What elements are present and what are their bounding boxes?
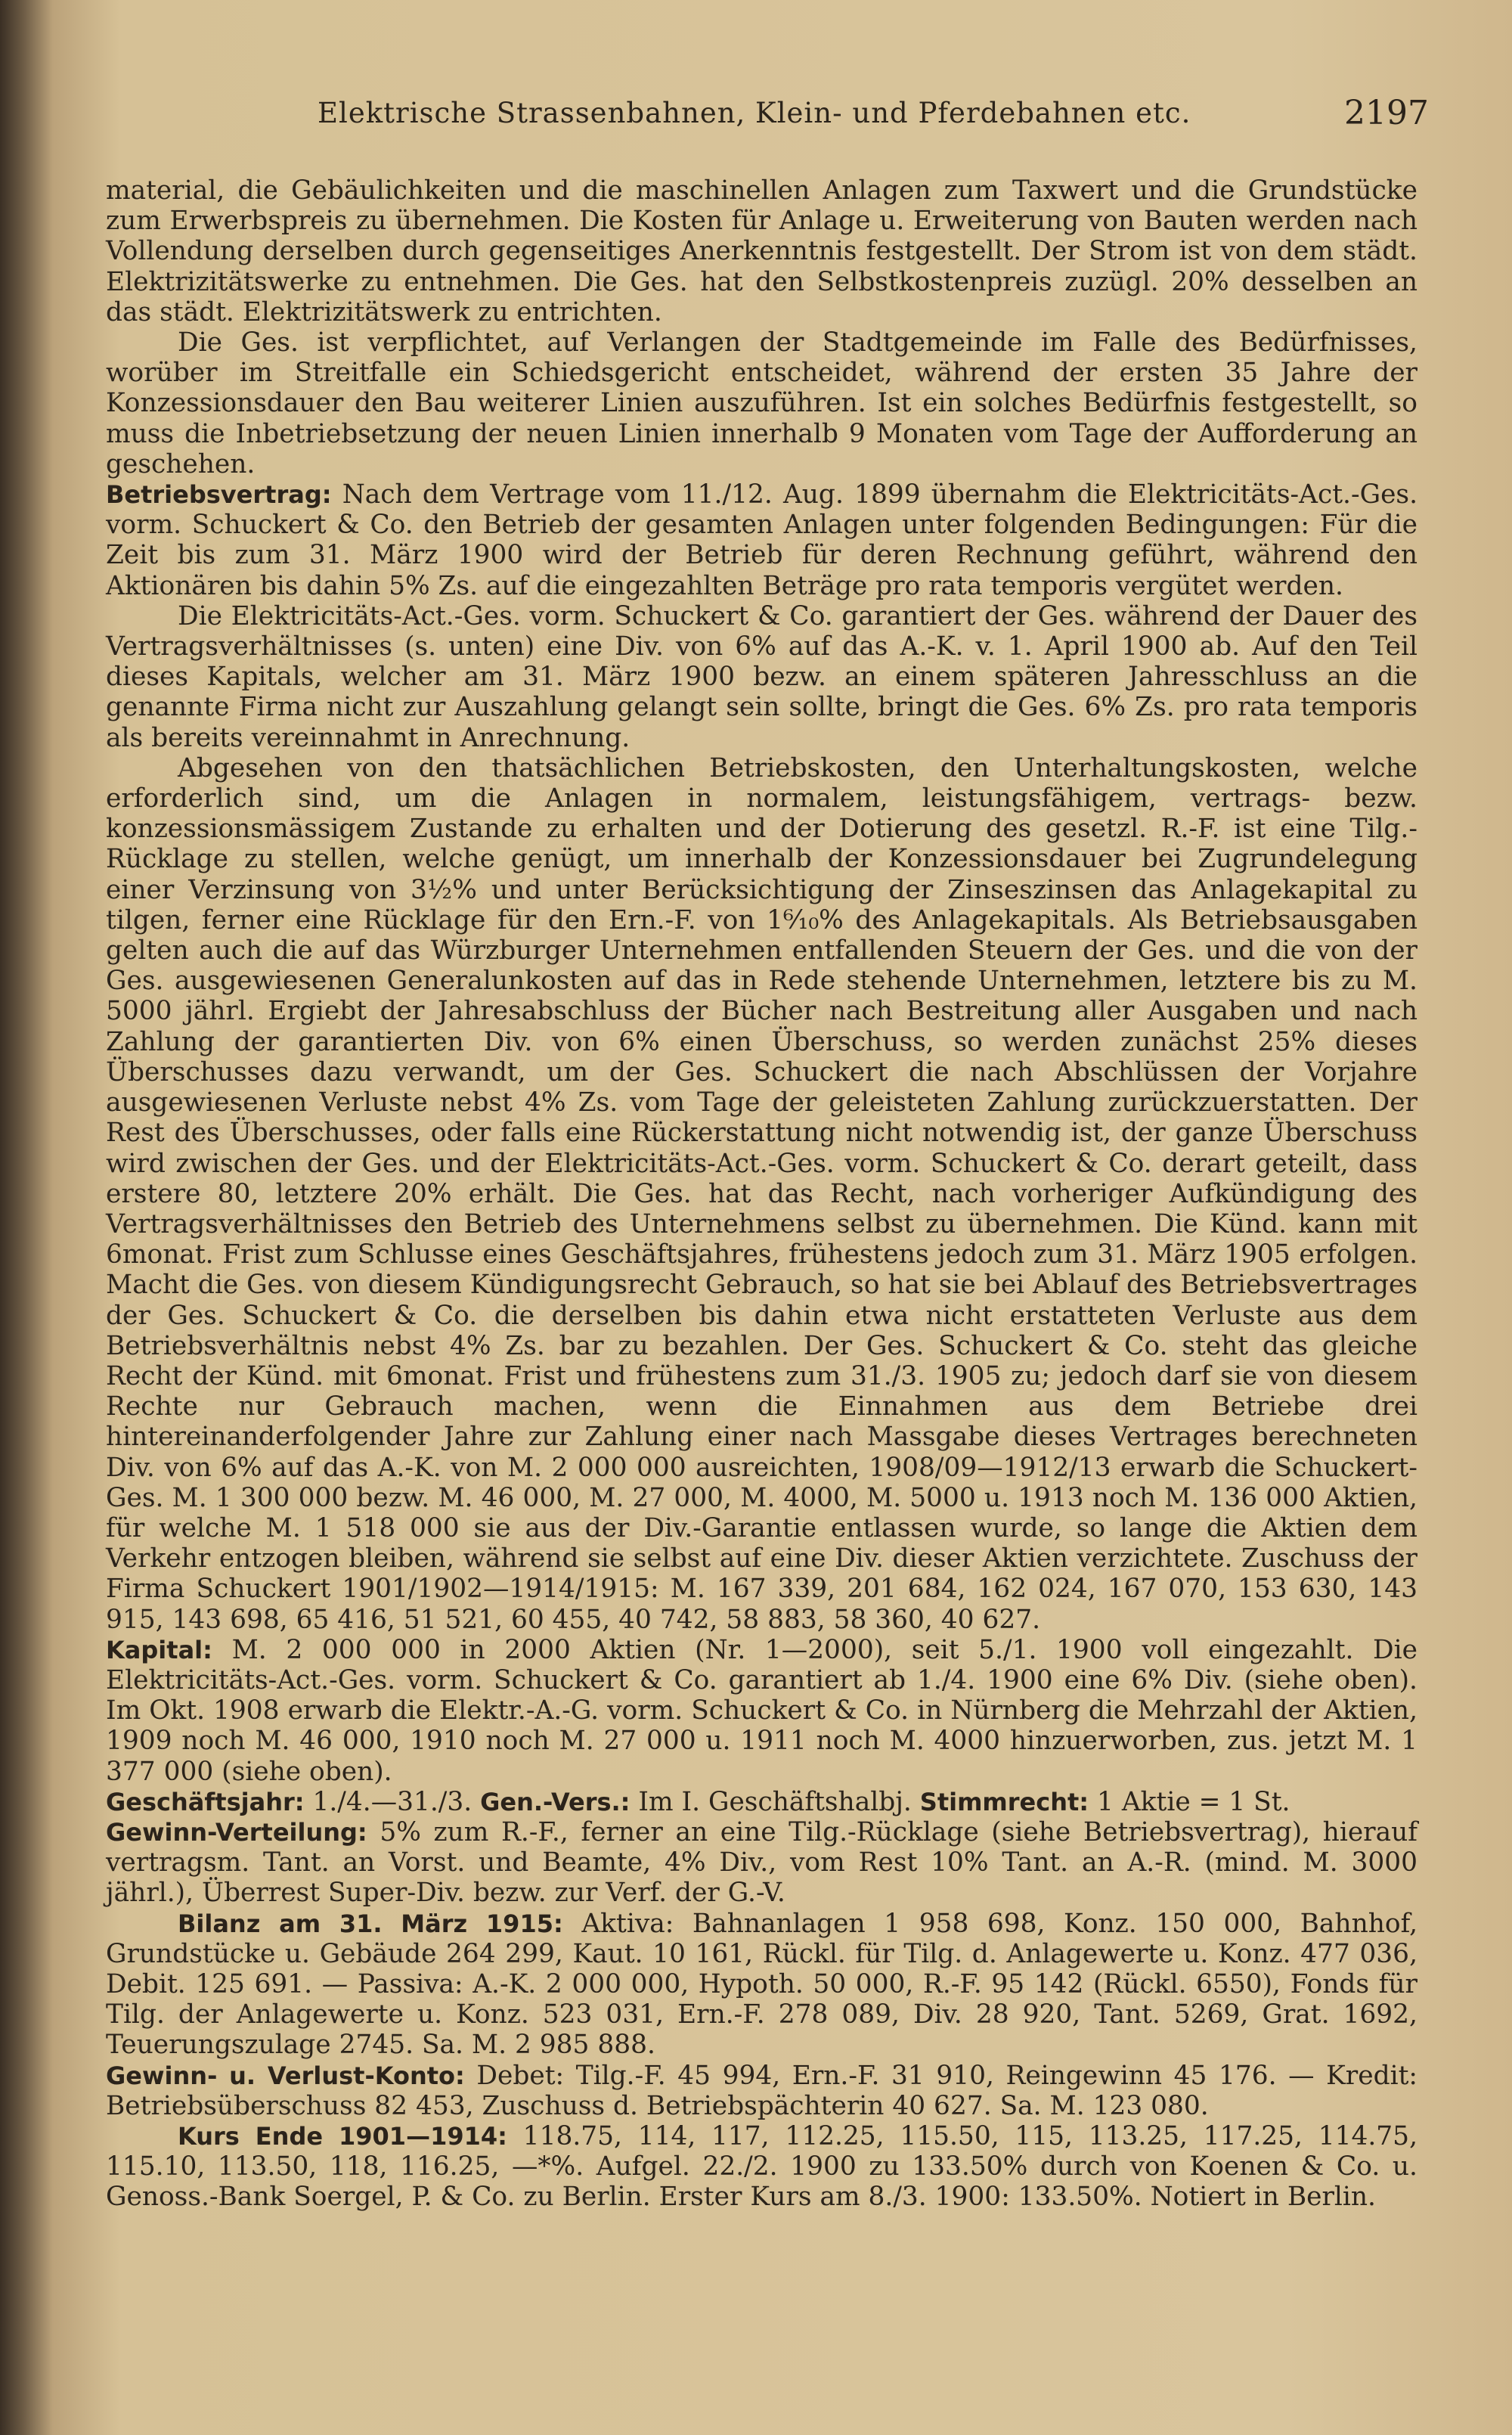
page-header xyxy=(318,94,1429,142)
text-stimmrecht: 1 Aktie = 1 St. xyxy=(1089,1786,1290,1817)
text-geschaeftsjahr: 1./4.—31./3. xyxy=(304,1786,481,1817)
text-kapital: M. 2 000 000 in 2000 Aktien (Nr. 1—2000), seit 5./1. 1900 voll eingezahlt. Die Elektricitäts-Act.-Ges. vorm. Schuckert & Co. garantiert ab 1./4. 1900 eine 6% Div. (siehe oben). Im Okt. 1908 erwarb die Elektr.-A.-G. vorm. Schuckert & Co. in Nürnberg die Mehrzahl der Aktien, 1909 noch M. 46 000, 1910 noch M. 27 000 u. 1911 noch M. 4000 hinzuerworben, zus. jetzt M. 1 377 000 (siehe oben). xyxy=(106,1634,1418,1787)
page-number: 2197 xyxy=(1344,94,1429,132)
paragraph-garantie: Die Elektricitäts-Act.-Ges. vorm. Schuckert & Co. garantiert der Ges. während der Dauer des Vertragsverhältnisses (s. unten) eine Div. von 6% auf das A.-K. v. 1. April 1900 ab. Auf den Teil dieses Kapitals, welcher am 31. März 1900 bezw. an einem späteren Jahresschluss an die genannte Firma nicht zur Auszahlung gelangt sein sollte, bringt die Ges. 6% Zs. pro rata temporis als bereits vereinnahmt in Anrechnung. xyxy=(106,600,1418,753)
text-gewinn-verteilung: 5% zum R.-F., ferner an eine Tilg.-Rücklage (siehe Betriebsvertrag), hierauf vertragsm. Tant. an Vorst. und Beamte, 4% Div., vom Rest 10% Tant. an A.-R. (mind. M. 3000 jährl.), Überrest Super-Div. bezw. zur Verf. der G.-V. xyxy=(106,1816,1418,1909)
paragraph-betriebskosten: Abgesehen von den thatsächlichen Betriebskosten, den Unterhaltungskosten, welche erforderlich sind, um die Anlagen in normalem, leistungsfähigem, vertrags- bezw. konzessionsmässigem Zustande zu erhalten und der Dotierung des gesetzl. R.-F. ist eine Tilg.-Rücklage zu stellen, welche genügt, um innerhalb der Konzessionsdauer bei Zugrundelegung einer Verzinsung von 3½% und unter Berücksichtigung der Zinseszinsen das Anlagekapital zu tilgen, ferner eine Rücklage für den Ern.-F. von 1⁶⁄₁₀% des Anlagekapitals. Als Betriebsausgaben gelten auch die auf das Würzburger Unternehmen entfallenden Steuern der Ges. und die von der Ges. ausgewiesenen Generalunkosten auf das in Rede stehende Unternehmen, letztere bis zu M. 5000 jährl. Ergiebt der Jahresabschluss der Bücher nach Bestreitung aller Ausgaben und nach Zahlung der garantierten Div. von 6% einen Überschuss, so werden zunächst 25% dieses Überschusses dazu verwandt, um der Ges. Schuckert die nach Abschlüssen der Vorjahre ausgewiesenen Verluste nebst 4% Zs. vom Tage der geleisteten Zahlung zurückzuerstatten. Der Rest des Überschusses, oder falls eine Rückerstattung nicht notwendig ist, der ganze Überschuss wird zwischen der Ges. und der Elektricitäts-Act.-Ges. vorm. Schuckert & Co. derart geteilt, dass erstere 80, letztere 20% erhält. Die Ges. hat das Recht, nach vorheriger Aufkündigung des Vertragsverhältnisses den Betrieb des Unternehmens selbst zu übernehmen. Die Künd. kann mit 6monat. Frist zum Schlusse eines Geschäftsjahres, frühestens jedoch zum 31. März 1905 erfolgen. Macht die Ges. von diesem Kündigungsrecht Gebrauch, so hat sie bei Ablauf des Betriebsvertrages der Ges. Schuckert & Co. die derselben bis dahin etwa nicht erstatteten Verluste aus dem Betriebsverhältnis nebst 4% Zs. bar zu bezahlen. Der Ges. Schuckert & Co. steht das gleiche Recht der Künd. mit 6monat. Frist und frühestens zum 31./3. 1905 zu; jedoch darf sie von diesem Rechte nur Gebrauch machen, wenn die Einnahmen aus dem Betriebe drei hintereinanderfolgender Jahre zur Zahlung einer nach Massgabe dieses Vertrages berechneten Div. von 6% auf das A.-K. von M. 2 000 000 ausreichten, 1908/09—1912/13 erwarb die Schuckert-Ges. M. 1 300 000 bezw. M. 46 000, M. 27 000, M. 4000, M. 5000 u. 1913 noch M. 136 000 Aktien, für welche M. 1 518 000 sie aus der Div.-Garantie entlassen wurde, so lange die Aktien dem Verkehr entzogen bleiben, während sie selbst auf eine Div. dieser Aktien verzichtete. Zuschuss der Firma Schuckert 1901/1902—1914/1915: M. 167 339, 201 684, 162 024, 167 070, 153 630, 143 915, 143 698, 65 416, 51 521, 60 455, 40 742, 58 883, 58 360, 40 627. xyxy=(106,752,1418,1635)
paragraph-geschaeftsjahr xyxy=(106,1787,1418,1817)
label-betriebsvertrag: Betriebsvertrag: xyxy=(106,480,332,510)
label-geschaeftsjahr: Geschäftsjahr: xyxy=(106,1787,305,1816)
label-kurs: Kurs Ende 1901—1914: xyxy=(178,2122,507,2151)
text-gewinn-verlust: Debet: Tilg.-F. 45 994, Ern.-F. 31 910, Reingewinn 45 176. — Kredit: Betriebsüberschuss 82 453, Zuschuss d. Betriebspächterin 40 627. Sa. M. 123 080. xyxy=(106,2060,1418,2121)
text-gen-vers: Im I. Geschäftshalbj. xyxy=(630,1786,920,1817)
paragraph-kapital xyxy=(106,1635,1418,1787)
body-text xyxy=(106,175,1418,2213)
paragraph-material: material, die Gebäulichkeiten und die maschinellen Anlagen zum Taxwert und die Grundstücke zum Erwerbspreis zu übernehmen. Die Kosten für Anlage u. Erweiterung von Bauten werden nach Vollendung derselben durch gegenseitiges Anerkenntnis festgestellt. Der Strom ist von dem städt. Elektrizitätswerke zu entnehmen. Die Ges. hat den Selbstkostenpreis zuzügl. 20% desselben an das städt. Elektrizitätswerk zu entrichten. xyxy=(106,175,1418,327)
paragraph-bilanz xyxy=(106,1909,1418,2061)
paragraph-betriebsvertrag xyxy=(106,479,1418,601)
running-title: Elektrische Strassenbahnen, Klein- und Pferdebahnen etc. xyxy=(318,97,1191,129)
label-gewinn-verteilung: Gewinn-Verteilung: xyxy=(106,1817,367,1847)
paragraph-gewinn-verlust xyxy=(106,2061,1418,2121)
label-bilanz: Bilanz am 31. März 1915: xyxy=(178,1909,563,1938)
paragraph-verpflichtung: Die Ges. ist verpflichtet, auf Verlangen der Stadtgemeinde im Falle des Bedürfnisses, worüber im Streitfalle ein Schiedsgericht entscheidet, während der ersten 35 Jahre der Konzessionsdauer den Bau weiterer Linien auszuführen. Ist ein solches Bedürfnis festgestellt, so muss die Inbetriebsetzung der neuen Linien innerhalb 9 Monaten vom Tage der Aufforderung an geschehen. xyxy=(106,327,1418,479)
text-betriebsvertrag: Nach dem Vertrage vom 11./12. Aug. 1899 übernahm die Elektricitäts-Act.-Ges. vorm. Schuckert & Co. den Betrieb der gesamten Anlagen unter folgenden Bedingungen: Für die Zeit bis zum 31. März 1900 wird der Betrieb für deren Rechnung geführt, während den Aktionären bis dahin 5% Zs. auf die eingezahlten Beträge pro rata temporis vergütet werden. xyxy=(106,479,1418,601)
text-kurs: 118.75, 114, 117, 112.25, 115.50, 115, 113.25, 117.25, 114.75, 115.10, 113.50, 118, 116.25, —*%. Aufgel. 22./2. 1900 zu 133.50% durch von Koenen & Co. u. Genoss.-Bank Soergel, P. & Co. zu Berlin. Erster Kurs am 8./3. 1900: 133.50%. Notiert in Berlin. xyxy=(106,2121,1418,2213)
label-kapital: Kapital: xyxy=(106,1635,212,1664)
paragraph-gewinn-verteilung xyxy=(106,1817,1418,1909)
paragraph-kurs xyxy=(106,2121,1418,2213)
label-stimmrecht: Stimmrecht: xyxy=(919,1787,1089,1816)
label-gewinn-verlust: Gewinn- u. Verlust-Konto: xyxy=(106,2061,465,2090)
text-bilanz: Aktiva: Bahnanlagen 1 958 698, Konz. 150 000, Bahnhof, Grundstücke u. Gebäude 264 299, Kaut. 10 161, Rückl. für Tilg. d. Anlagewerte u. Konz. 477 036, Debit. 125 691. — Passiva: A.-K. 2 000 000, Hypoth. 50 000, R.-F. 95 142 (Rückl. 6550), Fonds für Tilg. der Anlagewerte u. Konz. 523 031, Ern.-F. 278 089, Div. 28 920, Tant. 5269, Grat. 1692, Teuerungszulage 2745. Sa. M. 2 985 888. xyxy=(106,1908,1418,2061)
label-gen-vers: Gen.-Vers.: xyxy=(480,1787,631,1816)
